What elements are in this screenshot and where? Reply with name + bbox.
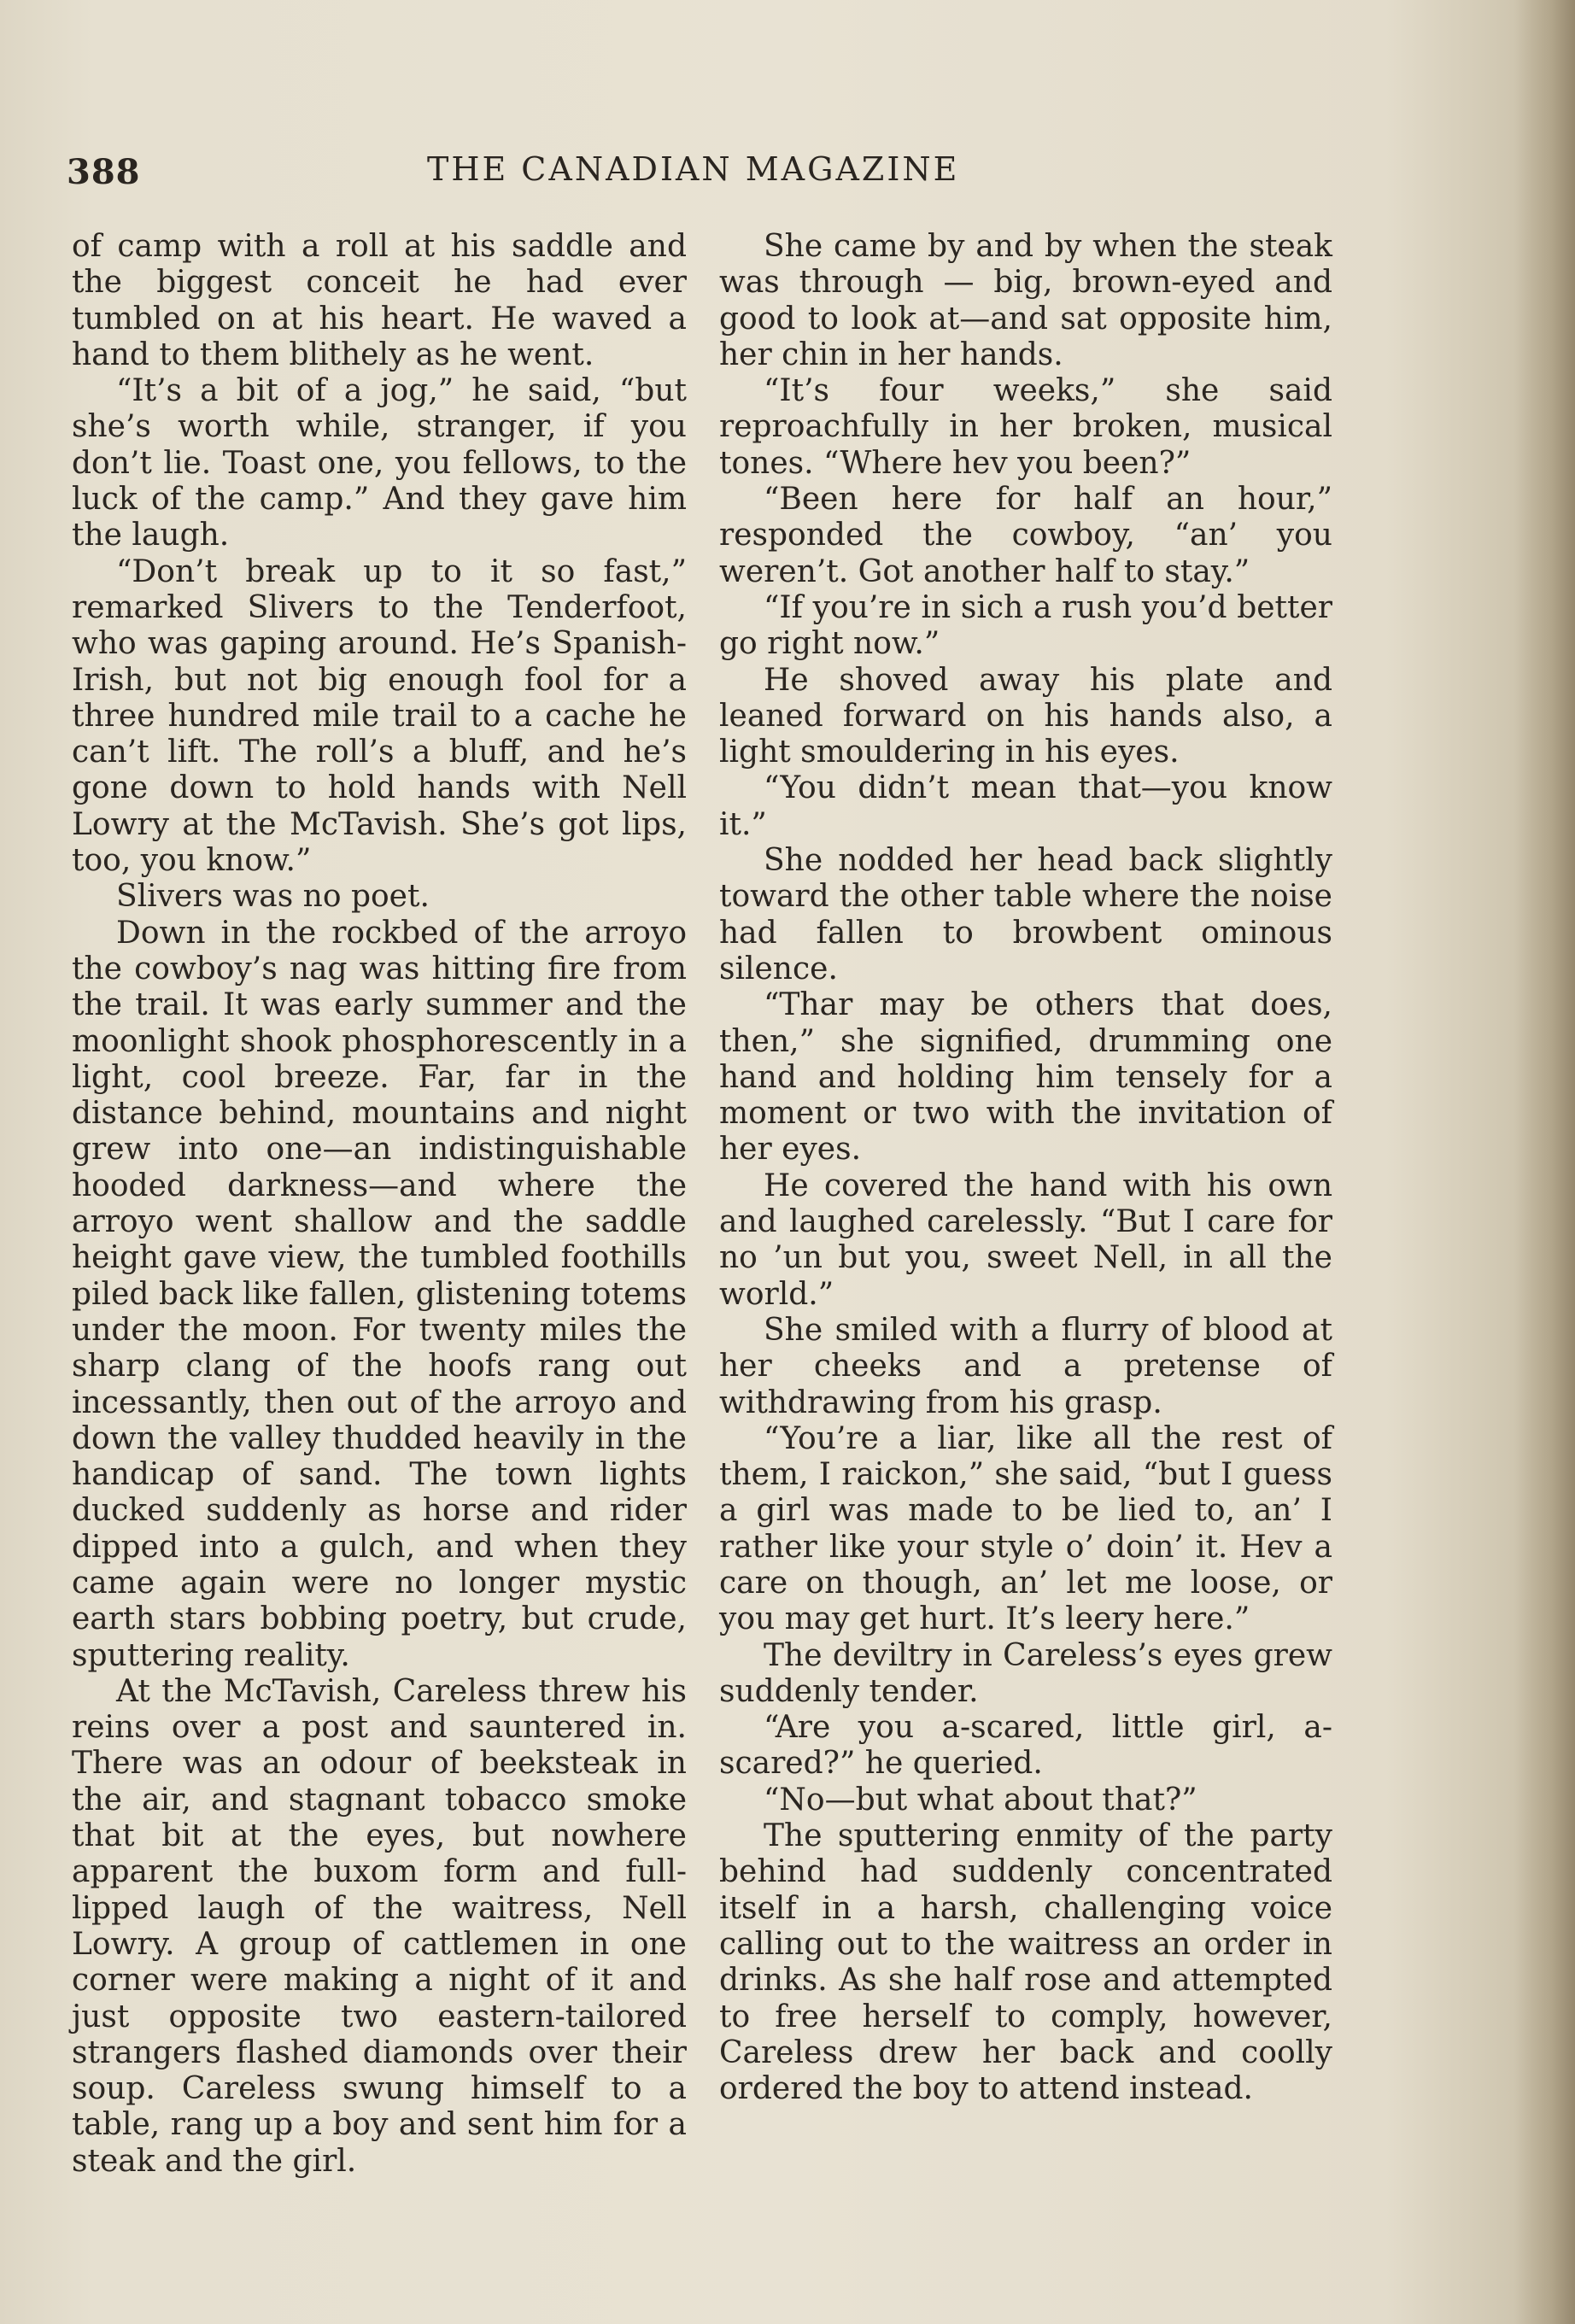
paragraph: “It’s a bit of a jog,” he said, “but she’s worth while, stranger, if you don’t lie. Toast one, you fellows, to the luck of the camp.” And they gave him the laugh. [72,373,687,553]
paragraph: The sputtering enmity of the party behind had suddenly concentrated itself in a harsh, challenging voice calling out to the waitress an order in drinks. As she half rose and attempted to free herself to comply, however, Careless drew her back and coolly ordered the boy to attend instead. [719,1818,1332,2107]
paragraph: “Are you a-scared, little girl, a-scared?” he queried. [719,1710,1332,1782]
paragraph: “You didn’t mean that—you know it.” [719,770,1332,842]
paragraph: He shoved away his plate and leaned forward on his hands also, a light smouldering in his eyes. [719,662,1332,770]
paragraph: At the McTavish, Careless threw his reins over a post and sauntered in. There was an odour of beeksteak in the air, and stagnant tobacco smoke that bit at the eyes, but nowhere apparent the buxom form and full-lipped laugh of the waitress, Nell Lowry. A group of cattlemen in one corner were making a night of it and just opposite two eastern-tailored strangers flashed diamonds over their soup. Careless swung himself to a table, rang up a boy and sent him for a steak and the girl. [72,1673,687,2179]
paragraph: Down in the rockbed of the arroyo the cowboy’s nag was hitting fire from the trail. It was early summer and the moonlight shook phosphorescently in a light, cool breeze. Far, far in the distance behind, mountains and night grew into one—an indistinguishable hooded darkness—and where the arroyo went shallow and the saddle height gave view, the tumbled foothills piled back like fallen, glistening totems under the moon. For twenty miles the sharp clang of the hoofs rang out incessantly, then out of the arroyo and down the valley thudded heavily in the handicap of sand. The town lights ducked suddenly as horse and rider dipped into a gulch, and when they came again were no longer mystic earth stars bobbing poetry, but crude, sputtering reality. [72,915,687,1673]
right-column [719,229,1332,2107]
page-number: 388 [67,152,141,192]
paragraph: “No—but what about that?” [764,1782,1197,1818]
paragraph: She smiled with a flurry of blood at her cheeks and a pretense of withdrawing from his grasp. [719,1312,1332,1420]
paragraph: The deviltry in Careless’s eyes grew suddenly tender. [719,1637,1332,1709]
paragraph: Slivers was no poet. [116,879,430,915]
paragraph: “You’re a liar, like all the rest of them, I raickon,” she said, “but I guess a girl was made to be lied to, an’ I rather like your style o’ doin’ it. Hev a care on though, an’ let me loose, or you may get hurt. It’s leery here.” [719,1420,1332,1637]
paragraph: “Thar may be others that does, then,” she signified, drumming one hand and holding him tensely for a moment or two with the invitation of her eyes. [719,987,1332,1168]
paragraph: She came by and by when the steak was through — big, brown-eyed and good to look at—and sat opposite him, her chin in her hands. [719,229,1332,372]
paragraph: He covered the hand with his own and laughed carelessly. “But I care for no ’un but you, sweet Nell, in all the world.” [719,1168,1332,1312]
left-column [72,229,687,2180]
paragraph: “Been here for half an hour,” responded the cowboy, “an’ you weren’t. Got another half to stay.” [719,482,1332,589]
page-edge-shadow [1515,0,1575,2324]
paragraph: of camp with a roll at his saddle and the biggest conceit he had ever tumbled on at his heart. He waved a hand to them blithely as he went. [72,229,687,372]
running-title: THE CANADIAN MAGAZINE [427,150,960,188]
paragraph: “Don’t break up to it so fast,” remarked Slivers to the Tenderfoot, who was gaping around. He’s Spanish-Irish, but not big enough fool for a three hundred mile trail to a cache he can’t lift. The roll’s a bluff, and he’s gone down to hold hands with Nell Lowry at the McTavish. She’s got lips, too, you know.” [72,553,687,879]
paragraph: “If you’re in sich a rush you’d better go right now.” [719,589,1332,662]
paragraph: “It’s four weeks,” she said reproachfully in her broken, musical tones. “Where hev you been?” [719,373,1332,481]
paragraph: She nodded her head back slightly toward the other table where the noise had fallen to browbent ominous silence. [719,843,1332,986]
